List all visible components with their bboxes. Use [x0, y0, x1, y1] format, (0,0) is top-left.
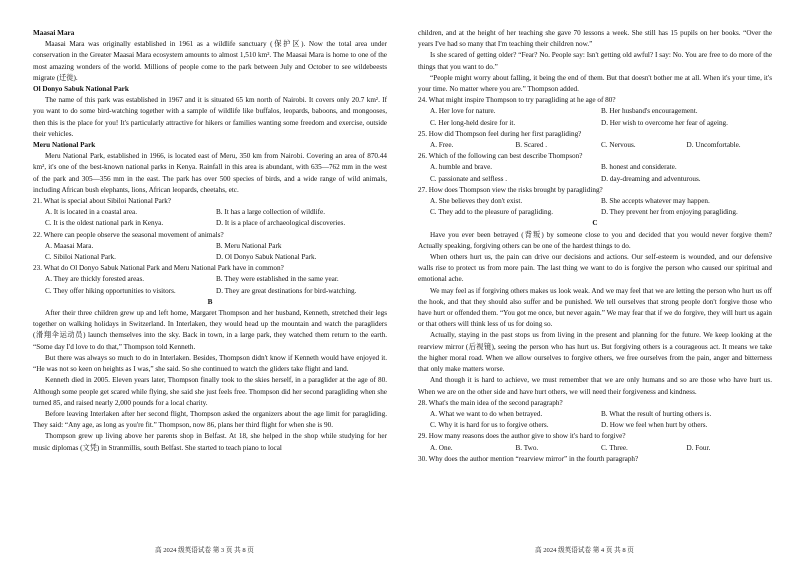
- option: C. Sibiloi National Park.: [45, 253, 116, 262]
- question-26: 26. Which of the following can best describe Thompson?: [418, 152, 583, 161]
- option: A. humble and brave.: [430, 163, 493, 172]
- question-30: 30. Why does the author mention “rearview mirror” in the fourth paragraph?: [418, 454, 639, 463]
- option: A. Free.: [430, 141, 454, 150]
- option: D. Ol Donyo Sabuk National Park.: [216, 253, 317, 262]
- option: C. Her long-held desire for it.: [430, 118, 516, 127]
- option: A. They are thickly forested areas.: [45, 275, 145, 284]
- section-letter-c: C: [592, 219, 598, 228]
- paragraph: After their three children grew up and left home, Margaret Thompson and her husband, Kenneth, stretched their legs together on walking holidays in Switzerland. In Interlaken, they would head up the mountain and watch the paragliders (滑翔伞运动员) launch themselves into the sky. Back in town, in a large park, they watched them return to the earth. “Some day I'd love to do that,” Thompson told Kenneth.: [33, 309, 387, 351]
- paragraph: children, and at the height of her teaching she gave 70 lessons a week. She still has 15 pupils on her books. “Over the years I've had so many that I'm teaching their children now.”: [418, 29, 772, 49]
- page-footer-right: 高 2024 级英语试卷 第 4 页 共 8 页: [535, 547, 634, 554]
- section-heading: Ol Donyo Sabuk National Park: [33, 85, 129, 94]
- option: B. What the result of hurting others is.: [601, 409, 712, 418]
- options-28: [418, 409, 772, 431]
- option: A. What we want to do when betrayed.: [430, 409, 543, 418]
- option: D. They prevent her from enjoying paragliding.: [601, 208, 738, 217]
- option: C. They offer hiking opportunities to visitors.: [45, 286, 176, 295]
- options-27: [418, 196, 772, 218]
- paragraph: Thompson grew up living above her parents shop in Belfast. At 18, she helped in the shop while studying for her music diplomas (文凭) in Stranmillis, south Belfast. She started to teach piano to local: [33, 432, 387, 452]
- option: B. honest and considerate.: [601, 163, 677, 172]
- section-letter-b: B: [207, 297, 213, 306]
- paragraph: Before leaving Interlaken after her second flight, Thompson asked the organizers about the age limit for paragliding. They said: “Any age, as long as you're fit.” Thompson, now 86, plans her third flight for when she is 90.: [33, 409, 387, 430]
- option: B. Scared .: [515, 141, 548, 150]
- right-column: [418, 28, 772, 465]
- option: A. It is located in a coastal area.: [45, 208, 137, 217]
- option: D. They are great destinations for bird-watching.: [216, 286, 357, 295]
- options-24: [418, 106, 772, 128]
- section-heading: Meru National Park: [33, 141, 96, 150]
- option: B. It has a large collection of wildlife.: [216, 208, 326, 217]
- option: C. They add to the pleasure of paragliding.: [430, 208, 554, 217]
- option: A. Her love for nature.: [430, 107, 496, 116]
- options-23: [33, 274, 387, 296]
- options-26: [418, 162, 772, 184]
- option: D. Four.: [686, 443, 711, 452]
- left-column: [33, 28, 387, 454]
- option: A. One.: [430, 443, 453, 452]
- paragraph: “People might worry about falling, it being the end of them. But that doesn't bother me at all. When it's your time, it's your time. No matter where you are.” Thompson added.: [418, 73, 772, 94]
- option: B. Meru National Park: [216, 241, 282, 250]
- question-24: 24. What might inspire Thompson to try paragliding at he age of 80?: [418, 96, 616, 105]
- option: C. It is the oldest national park in Kenya.: [45, 219, 164, 228]
- options-29: [418, 443, 772, 454]
- paragraph: Is she scared of getting older? “Fear? No. People say: Isn't getting old awful? I say: No. You are free to do more of the things that you want to do.”: [418, 51, 772, 71]
- question-28: 28. What's the main idea of the second paragraph?: [418, 398, 563, 407]
- paragraph: And though it is hard to achieve, we must remember that we are only humans and so are those who have hurt us. When we are on the other side and have hurt others, we will need their forgiveness and kindness.: [418, 376, 772, 396]
- option: D. It is a place of archaeological discoveries.: [216, 219, 346, 228]
- option: C. Nervous.: [601, 141, 636, 150]
- options-21: [33, 207, 387, 229]
- option: A. Maasai Mara.: [45, 241, 94, 250]
- option: A. She believes they don't exist.: [430, 197, 523, 206]
- section-heading: Maasai Mara: [33, 29, 75, 37]
- page-footer-left: 高 2024 级英语试卷 第 3 页 共 8 页: [155, 547, 254, 554]
- paragraph: Kenneth died in 2005. Eleven years later, Thompson finally took to the skies herself, in a paraglider at the age of 80. Although some people get scared while flying, she said she just feels free. Thompson did her second paragliding when she turned 85, and raised nearly 2,000 pounds for a local charity.: [33, 376, 387, 407]
- paragraph: But there was always so much to do in Interlaken. Besides, Thompson didn't know if Kenneth would have enjoyed it. “He was not so keen on heights as I was,” she said. So she continued to watch the gliders take flight and land.: [33, 353, 387, 374]
- question-29: 29. How many reasons does the author give to show it's hard to forgive?: [418, 432, 626, 441]
- option: D. Uncomfortable.: [686, 141, 741, 150]
- option: D. Her wish to overcome her fear of ageing.: [601, 118, 728, 127]
- option: C. Why it is hard for us to forgive others.: [430, 421, 549, 430]
- question-23: 23. What do Ol Donyo Sabuk National Park and Meru National Park have in common?: [33, 264, 284, 273]
- option: C. passionate and selfless .: [430, 174, 508, 183]
- option: D. day-dreaming and adventurous.: [601, 174, 701, 183]
- option: B. She accepts whatever may happen.: [601, 197, 710, 206]
- paragraph: Actually, staying in the past stops us from living in the present and planning for the future. We keep looking at the rearview mirror (后视镜), seeing the person who has hurt us. But forgiving others is a courageous act. It means we take the higher moral road. When we allow ourselves to forgive others, we free ourselves from the pain, anger and bitterness that only make matters worse.: [418, 331, 772, 374]
- options-25: [418, 140, 772, 151]
- question-25: 25. How did Thompson feel during her first paragliding?: [418, 129, 582, 138]
- option: B. Two.: [515, 443, 539, 452]
- option: C. Three.: [601, 443, 628, 452]
- option: B. They were established in the same year.: [216, 275, 339, 284]
- paragraph: Maasai Mara was originally established in 1961 as a wildlife sanctuary (保护区). Now the total area under conservation in the Greater Maasai Mara ecosystem amounts to almost 1,510 km². The Maasai Mara is home to one of the most amazing wonders of the world. Millions of people come to the park between July and October to see wildebeests migrate (迁徙).: [33, 40, 387, 82]
- option: D. How we feel when hurt by others.: [601, 421, 708, 430]
- question-22: 22. Where can people observe the seasonal movement of animals?: [33, 230, 224, 239]
- paragraph: Have you ever been betrayed (背叛) by someone close to you and decided that you would never forgive them? Actually speaking, forgiving others can be one of the hardest things to do.: [418, 230, 772, 250]
- paragraph: The name of this park was established in 1967 and it is situated 65 km north of Nairobi. It covers only 20.7 km². If you want to do some bird-watching together with a sample of wildlife like buffalos, leopards, baboons, and mongooses, then this is the place for you! It's particularly attractive for hikers or families wanting some freedom and exercise, outside their vehicles.: [33, 96, 387, 138]
- paragraph: Meru National Park, established in 1966, is located east of Meru, 350 km from Nairobi. Covering an area of 870.44 km², it's one of the best-known national parks in Kenya. Rainfall in this area is abundant, with 635—762 mm in the west of the park and 305—356 mm in the east. The park has over 500 species of birds, and a wide range of wild animals, including African bush elephants, lions, African leopards, cheetahs, etc.: [33, 152, 387, 194]
- options-22: [33, 241, 387, 263]
- question-27: 27. How does Thompson view the risks brought by paragliding?: [418, 185, 603, 194]
- option: B. Her husband's encouragement.: [601, 107, 698, 116]
- paragraph: We may feel as if forgiving others makes us look weak. And we may feel that we are letting the person who hurt us off the hook, and that they should also suffer and be punished. We tell ourselves that strong people don't forgive those who have hurt or offended them. “You got me once, but never again.” We may fear that if we do forgive, they will hurt us again or that others will think less of us for doing so.: [418, 286, 772, 329]
- question-21: 21. What is special about Sibiloi National Park?: [33, 197, 172, 206]
- paragraph: When others hurt us, the pain can drive our decisions and actions. Our self-esteem is wounded, and our defensive walls rise to protect us from more pain. The last thing we want to do is forgive the person who caused our spiritual and emotional ache.: [418, 253, 772, 284]
